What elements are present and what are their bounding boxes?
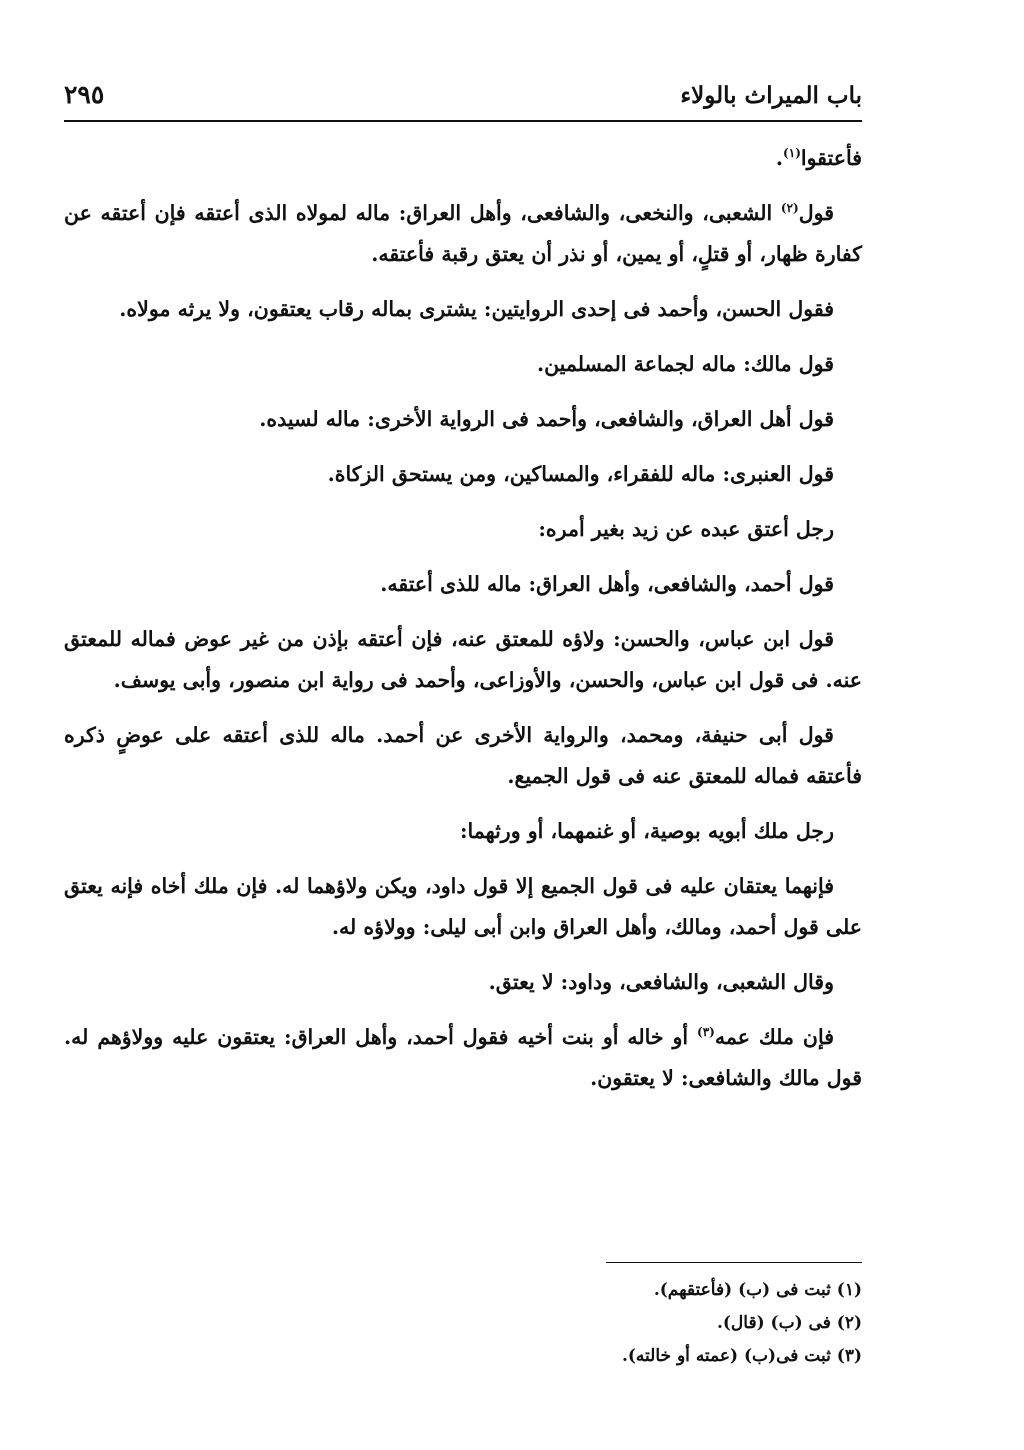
section-heading: رجل ملك أبويه بوصية، أو غنمهما، أو ورثهما:	[459, 819, 834, 843]
footnote-ref: (١)	[783, 146, 801, 161]
footnote-rule	[606, 1262, 862, 1263]
paragraph: فقول الحسن، وأحمد فى إحدى الروايتين: يشترى بماله رقاب يعتقون، ولا يرثه مولاه.	[119, 297, 834, 321]
paragraph: قول مالك: ماله لجماعة المسلمين.	[536, 352, 834, 376]
main-text	[64, 138, 862, 1113]
footnote-3: (٣) ثبت فى(ب) (عمته أو خالته).	[621, 1346, 862, 1366]
paragraph: قول العنبرى: ماله للفقراء، والمساكين، ومن يستحق الزكاة.	[327, 462, 834, 486]
footnote-1: (١) ثبت فى (ب) (فأعتقهم).	[653, 1280, 862, 1300]
paragraph: قول$^{(٢)}$ الشعبى، والنخعى، والشافعى، وأهل العراق: ماله لمولاه الذى أعتقه فإن أعتقه عن كفارة ظهار، أو قتلٍ، أو يمين، أو نذر أن يعتق رقبة فأعتقه.	[64, 201, 862, 266]
page-header	[64, 78, 862, 118]
footnote-ref: (٣)	[697, 1025, 715, 1040]
paragraph: فإن ملك عمه$^{(٣)}$ أو خاله أو بنت أخيه فقول أحمد، وأهل العراق: يعتقون عليه وولاؤهم له. قول مالك والشافعى: لا يعتقون.	[64, 1025, 862, 1090]
paragraph: قول ابن عباس، والحسن: ولاؤه للمعتق عنه، فإن أعتقه بإذن من غير عوض فماله للمعتق عنه. فى قول ابن عباس، والحسن، والأوزاعى، وأحمد فى رواية ابن منصور، وأبى يوسف.	[64, 627, 862, 692]
paragraph: قول أبى حنيفة، ومحمد، والرواية الأخرى عن أحمد. ماله للذى أعتقه على عوضٍ ذكره فأعتقه فماله للمعتق عنه فى قول الجميع.	[64, 723, 862, 788]
paragraph: وقال الشعبى، والشافعى، وداود: لا يعتق.	[488, 970, 834, 994]
section-heading: رجل أعتق عبده عن زيد بغير أمره:	[538, 517, 834, 541]
paragraph: قول أهل العراق، والشافعى، وأحمد فى الرواية الأخرى: ماله لسيده.	[259, 407, 834, 431]
footnote-2: (٢) فى (ب) (قال).	[716, 1313, 862, 1333]
footnote-ref: (٢)	[780, 201, 799, 216]
paragraph: فإنهما يعتقان عليه فى قول الجميع إلا قول داود، ويكن ولاؤهما له. فإن ملك أخاه فإنه يعتق على قول أحمد، ومالك، وأهل العراق وابن أبى ليلى: وولاؤه له.	[64, 874, 862, 939]
page-number: ٢٩٥	[64, 80, 105, 109]
paragraph: فأعتقوا$^{(١)}$.	[775, 146, 862, 170]
footnotes	[64, 1274, 862, 1373]
header-rule	[64, 120, 862, 122]
paragraph: قول أحمد، والشافعى، وأهل العراق: ماله للذى أعتقه.	[380, 572, 834, 596]
running-title: باب الميراث بالولاء	[680, 82, 862, 109]
